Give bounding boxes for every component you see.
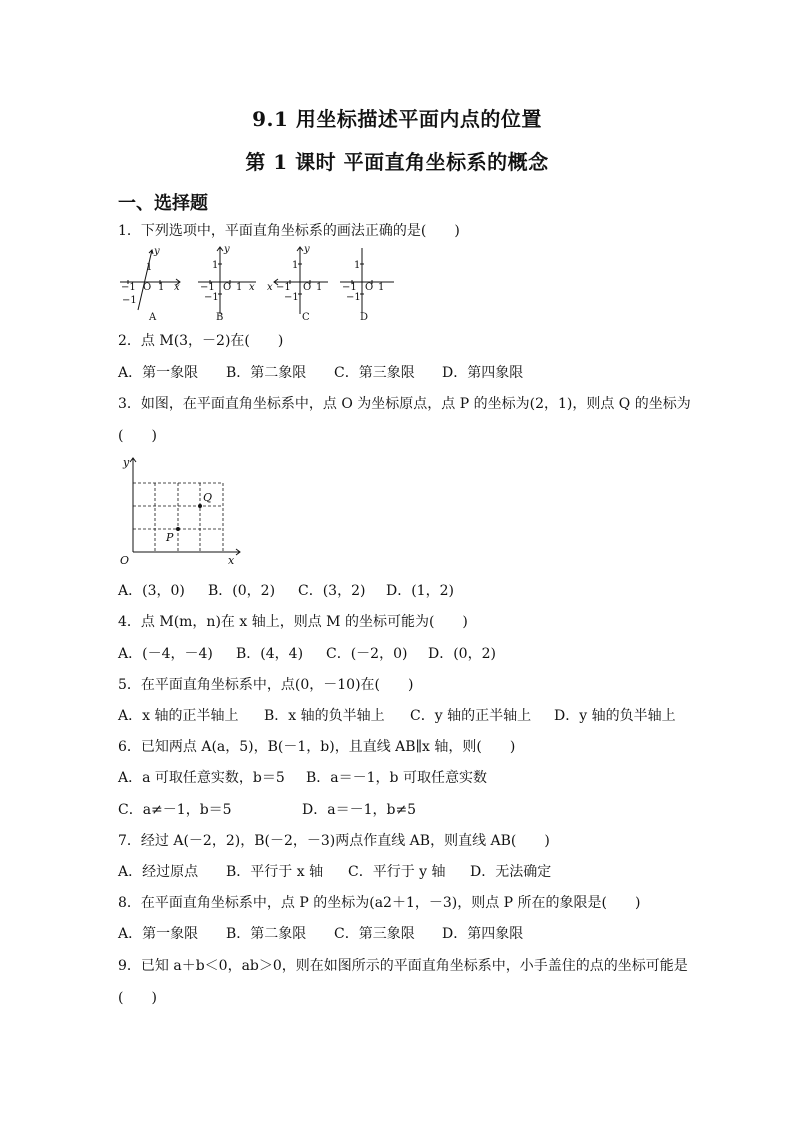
figure-d [340,248,394,314]
svg-text:y: y [154,246,160,257]
question-2-option-d: D．第四象限 [442,365,524,381]
question-8-option-a: A．第一象限 [118,926,199,942]
figure-caption-d: D [360,312,369,323]
question-9-stem: 9．已知 a＋b＜0，ab＞0，则在如图所示的平面直角坐标系中，小手盖住的点的坐标可能是 [118,958,688,974]
question-5-option-c: C．y 轴的正半轴上 [410,708,532,724]
question-5-stem: 5．在平面直角坐标系中，点(0，－10)在( ) [118,677,414,693]
figure-caption-a: A [149,312,157,323]
svg-text:1: 1 [292,260,299,271]
section-heading: 一、选择题 [118,193,208,214]
point-q-label: Q [203,491,213,504]
question-1-stem: 1．下列选项中，平面直角坐标系的画法正确的是( ) [118,223,460,239]
svg-text:y: y [224,244,230,255]
question-2-stem: 2．点 M(3，－2)在( ) [118,333,284,349]
question-5-option-d: D．y 轴的负半轴上 [554,708,676,724]
question-2-option-a: A．第一象限 [118,365,199,381]
svg-text:x: x [267,282,273,293]
question-4-option-d: D．(0，2) [428,646,496,662]
svg-text:1: 1 [236,282,243,293]
svg-text:1: 1 [316,282,323,293]
question-1-figures [116,240,396,326]
question-5-option-a: A．x 轴的正半轴上 [118,708,239,724]
svg-text:1: 1 [354,260,361,271]
svg-text:O: O [143,282,152,293]
figure-b [198,247,256,314]
svg-text:−1: −1 [204,292,219,303]
question-8-option-b: B．第二象限 [226,926,307,942]
question-7-stem: 7．经过 A(－2，2)，B(－2，－3)两点作直线 AB，则直线 AB( ) [118,833,550,849]
question-7-option-a: A．经过原点 [118,864,199,880]
svg-text:−1: −1 [200,282,215,293]
question-5-option-b: B．x 轴的负半轴上 [264,708,385,724]
figure-caption-c: C [302,312,310,323]
question-8-stem: 8．在平面直角坐标系中，点 P 的坐标为(a2＋1，－3)，则点 P 所在的象限是( ) [118,895,641,911]
question-6-option-b: B．a＝－1，b 可取任意实数 [306,770,487,786]
point-p-label: P [166,531,174,544]
svg-text:−1: −1 [346,292,361,303]
svg-text:O: O [223,282,232,293]
question-3-option-d: D．(1，2) [386,583,454,599]
figure-caption-b: B [216,312,224,323]
question-3-option-c: C．(3，2) [298,583,366,599]
question-2-option-c: C．第三象限 [334,365,415,381]
svg-text:1: 1 [378,282,385,293]
question-4-stem: 4．点 M(m，n)在 x 轴上，则点 M 的坐标可能为( ) [118,614,468,630]
question-2-option-b: B．第二象限 [226,365,307,381]
question-3-stem-cont: ( ) [118,428,157,444]
svg-text:x: x [174,282,180,293]
svg-text:−1: −1 [284,292,299,303]
question-8-option-c: C．第三象限 [334,926,415,942]
svg-text:−1: −1 [276,282,291,293]
page-title: 9.1 用坐标描述平面内点的位置 [252,107,542,131]
question-7-option-d: D．无法确定 [470,864,552,880]
question-4-option-a: A．(－4，－4) [118,646,213,662]
origin-label: O [120,554,130,567]
svg-text:−1: −1 [122,295,137,306]
question-3-option-a: A．(3，0) [118,583,185,599]
svg-text:y: y [304,244,310,255]
question-4-option-c: C．(－2，0) [326,646,408,662]
question-7-option-b: B．平行于 x 轴 [226,864,324,880]
svg-text:O: O [303,282,312,293]
question-8-option-d: D．第四象限 [442,926,524,942]
question-3-option-b: B．(0，2) [208,583,276,599]
question-9-stem-cont: ( ) [118,990,157,1006]
axis-x-label: x [228,554,235,567]
svg-text:O: O [365,282,374,293]
question-7-option-c: C．平行于 y 轴 [348,864,446,880]
svg-text:−1: −1 [342,282,357,293]
svg-text:−1: −1 [121,282,136,293]
svg-text:1: 1 [146,262,153,273]
svg-text:x: x [249,282,255,293]
question-3-stem: 3．如图，在平面直角坐标系中，点 O 为坐标原点，点 P 的坐标为(2，1)，则点 Q 的坐标为 [118,396,691,412]
figure-c [274,247,328,314]
page-subtitle: 第 1 课时 平面直角坐标系的概念 [245,150,549,174]
question-3-figure [116,452,248,570]
svg-text:1: 1 [158,282,165,293]
question-4-option-b: B．(4，4) [236,646,304,662]
svg-text:1: 1 [212,260,219,271]
question-6-stem: 6．已知两点 A(a，5)，B(－1，b)，且直线 AB∥x 轴，则( ) [118,739,516,755]
question-6-option-d: D．a＝－1，b≠5 [302,802,417,818]
axis-y-label: y [123,456,130,469]
question-6-option-c: C．a≠－1，b＝5 [118,802,232,818]
question-6-option-a: A．a 可取任意实数，b＝5 [118,770,285,786]
